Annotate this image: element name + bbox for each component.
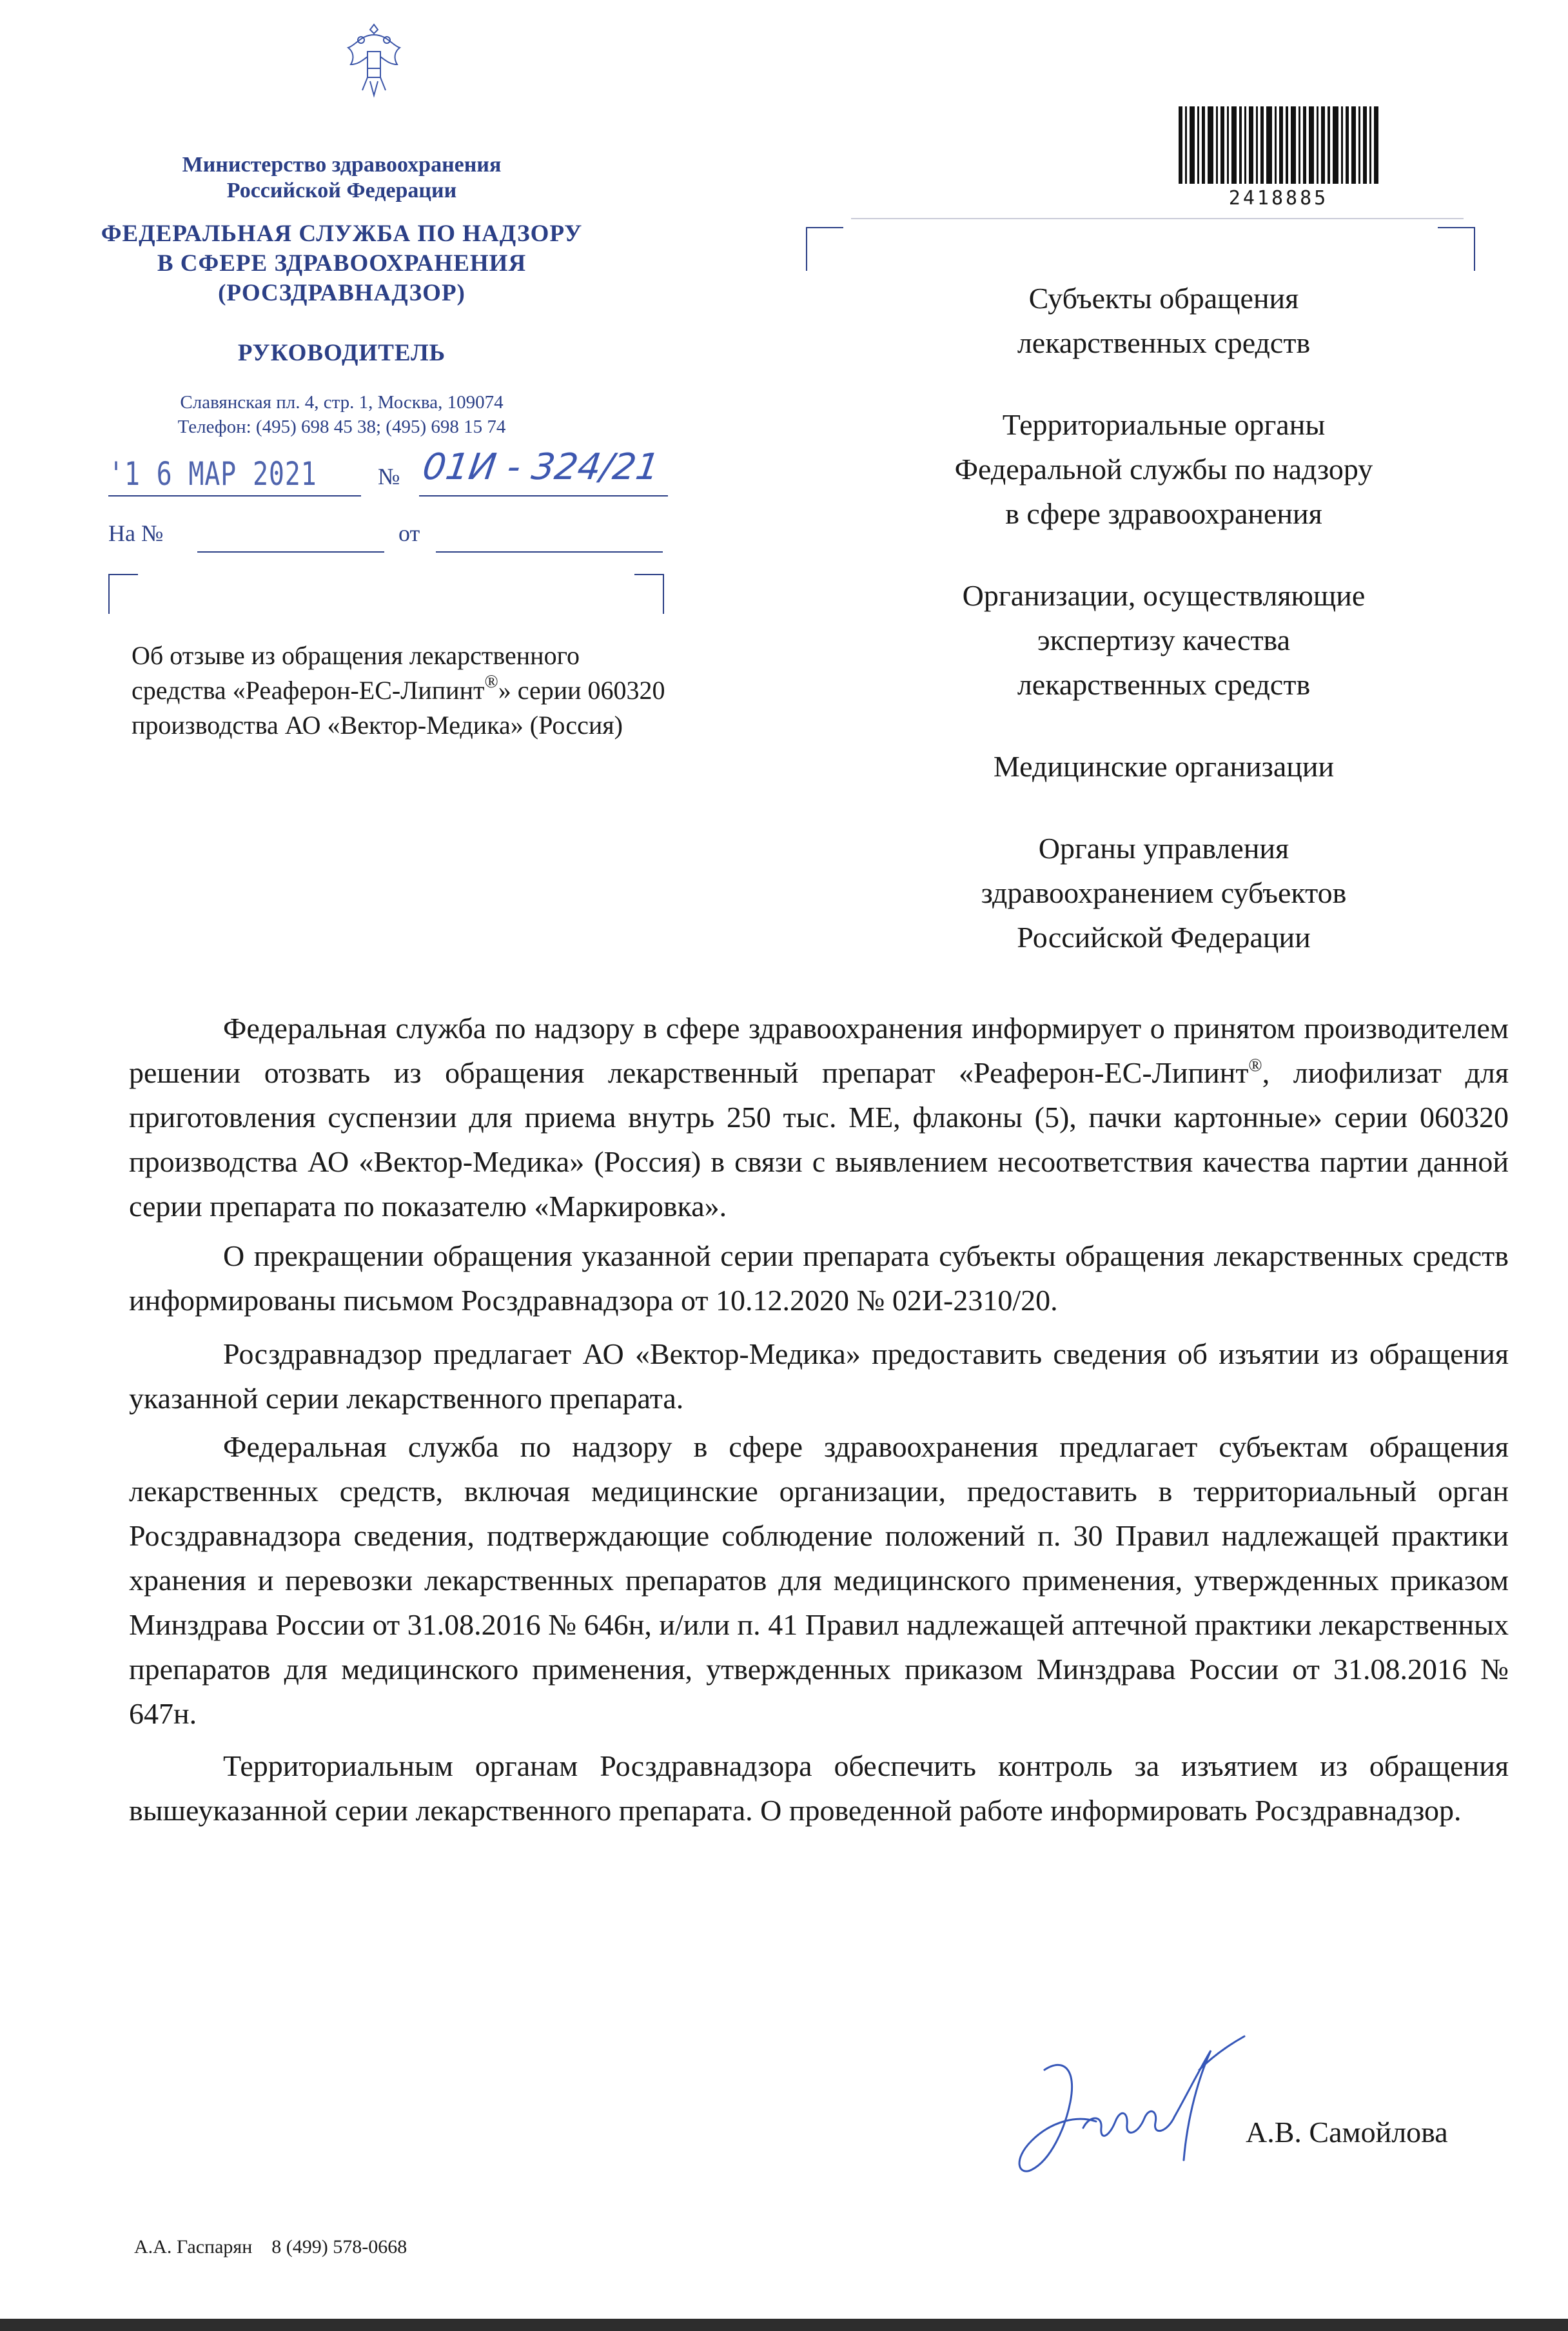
subject-corner-left <box>108 574 138 614</box>
addressee-line: лекарственных средств <box>1017 326 1311 359</box>
body-paragraph: Территориальным органам Росздравнадзора обеспечить контроль за изъятием из обращения вышеуказанной серии лекарственного препарата. О проведенной работе информировать Росздравнадзор. <box>129 1749 1509 1827</box>
addressee-line: экспертизу качества <box>1037 624 1291 656</box>
letter-body <box>129 1006 1509 1833</box>
number-label: № <box>378 464 400 489</box>
service-line: (РОСЗДРАВНАДЗОР) <box>218 280 466 306</box>
addressee <box>858 744 1470 789</box>
registered-mark: ® <box>484 672 498 692</box>
addressee <box>858 573 1470 707</box>
barcode-number: 2418885 <box>1228 187 1329 210</box>
scan-bottom-edge <box>0 2319 1568 2331</box>
addressee-line: в сфере здравоохранения <box>1005 497 1322 530</box>
ministry-line: Российской Федерации <box>226 179 457 202</box>
letter-subject <box>132 638 776 743</box>
addressee-corner-right <box>1438 227 1475 271</box>
date-underline <box>108 495 361 497</box>
addressee-corner-left <box>806 227 843 271</box>
subject-text: средства «Реаферон-ЕС-Липинт <box>132 676 485 705</box>
addressee-list <box>858 276 1470 997</box>
ministry-name <box>103 152 580 204</box>
addressee <box>858 826 1470 959</box>
addressee-line: Российской Федерации <box>1017 921 1311 954</box>
reply-to-underline <box>197 551 384 553</box>
subject-line <box>132 673 776 708</box>
address-line: Славянская пл. 4, стр. 1, Москва, 109074 <box>180 392 504 413</box>
body-paragraph: Росздравнадзор предлагает АО «Вектор-Медика» предоставить сведения об изъятии из обращения указанной серии лекарственного препарата. <box>129 1337 1509 1415</box>
from-label: от <box>398 520 420 546</box>
addressee-line: Федеральной службы по надзору <box>954 453 1373 486</box>
addressee <box>858 402 1470 536</box>
body-paragraph: Федеральная служба по надзору в сфере здравоохранения предлагает субъектам обращения лекарственных средств, включая медицинские организации, предоставить в территориальный орган Росздравнадзора сведения, подтверждающие соблюдение положений п. 30 Правил надлежащей практики хранения и перевозки лекарственных препаратов для медицинского применения, утвержденных приказом Минздрава России от 31.08.2016 № 646н, и/или п. 41 Правил надлежащей аптечной практики лекарственных препаратов для медицинского применения, утвержденных приказом Минздрава России от 31.08.2016 № 647н. <box>129 1430 1509 1730</box>
body-paragraph <box>129 1006 1509 1228</box>
service-line: В СФЕРЕ ЗДРАВООХРАНЕНИЯ <box>157 250 527 277</box>
body-text: , лиофилизат для приготовления суспензии для приема внутрь 250 тыс. МЕ, флаконы (5), пачки картонные» серии 060320 производства АО «Вектор-Медика» (Россия) в связи с выявлением несоответствия качества партии данной серии препарата по показателю «Маркировка». <box>129 1056 1509 1223</box>
handwritten-signature <box>1006 2031 1289 2179</box>
subject-line: Об отзыве из обращения лекарственного <box>132 641 580 670</box>
subject-text: » серии 060320 <box>498 676 665 705</box>
coat-of-arms-emblem <box>342 19 406 103</box>
subject-corner-right <box>634 574 664 614</box>
head-title: РУКОВОДИТЕЛЬ <box>237 340 446 366</box>
addressee-frame-top <box>851 218 1464 219</box>
addressee-line: лекарственных средств <box>1017 668 1311 701</box>
registered-mark: ® <box>1248 1056 1262 1076</box>
reply-to-label: На № <box>108 520 164 546</box>
ministry-line: Министерство здравоохранения <box>182 153 502 177</box>
addressee-line: Субъекты обращения <box>1028 282 1299 315</box>
signer-name: А.В. Самойлова <box>1246 2116 1448 2149</box>
date-stamp: '1 6 МАР 2021 <box>108 455 317 493</box>
service-line: ФЕДЕРАЛЬНАЯ СЛУЖБА ПО НАДЗОРУ <box>101 221 583 247</box>
outgoing-number-stamp: 01И - 324/21 <box>420 446 662 488</box>
body-text: Федеральная служба по надзору в сфере здравоохранения информирует о принятом производителем решении отозвать из обращения лекарственный препарат «Реаферон-ЕС-Липинт <box>129 1012 1509 1089</box>
address-block <box>64 390 619 439</box>
address-line: Телефон: (495) 698 45 38; (495) 698 15 74 <box>177 417 506 437</box>
number-underline <box>419 495 668 497</box>
executor-contact: А.А. Гаспарян 8 (499) 578-0668 <box>134 2236 407 2257</box>
addressee-line: Организации, осуществляющие <box>962 579 1366 612</box>
addressee <box>858 276 1470 365</box>
service-name <box>64 219 619 308</box>
body-paragraph: О прекращении обращения указанной серии препарата субъекты обращения лекарственных средств информированы письмом Росздравнадзора от 10.12.2020 № 02И-2310/20. <box>129 1239 1509 1317</box>
addressee-line: здравоохранением субъектов <box>981 876 1347 909</box>
addressee-line: Органы управления <box>1038 832 1289 865</box>
addressee-line: Медицинские организации <box>993 750 1335 783</box>
from-underline <box>436 551 663 553</box>
addressee-line: Территориальные органы <box>1002 408 1326 441</box>
subject-line: производства АО «Вектор-Медика» (Россия) <box>132 711 623 740</box>
barcode <box>1179 106 1378 184</box>
